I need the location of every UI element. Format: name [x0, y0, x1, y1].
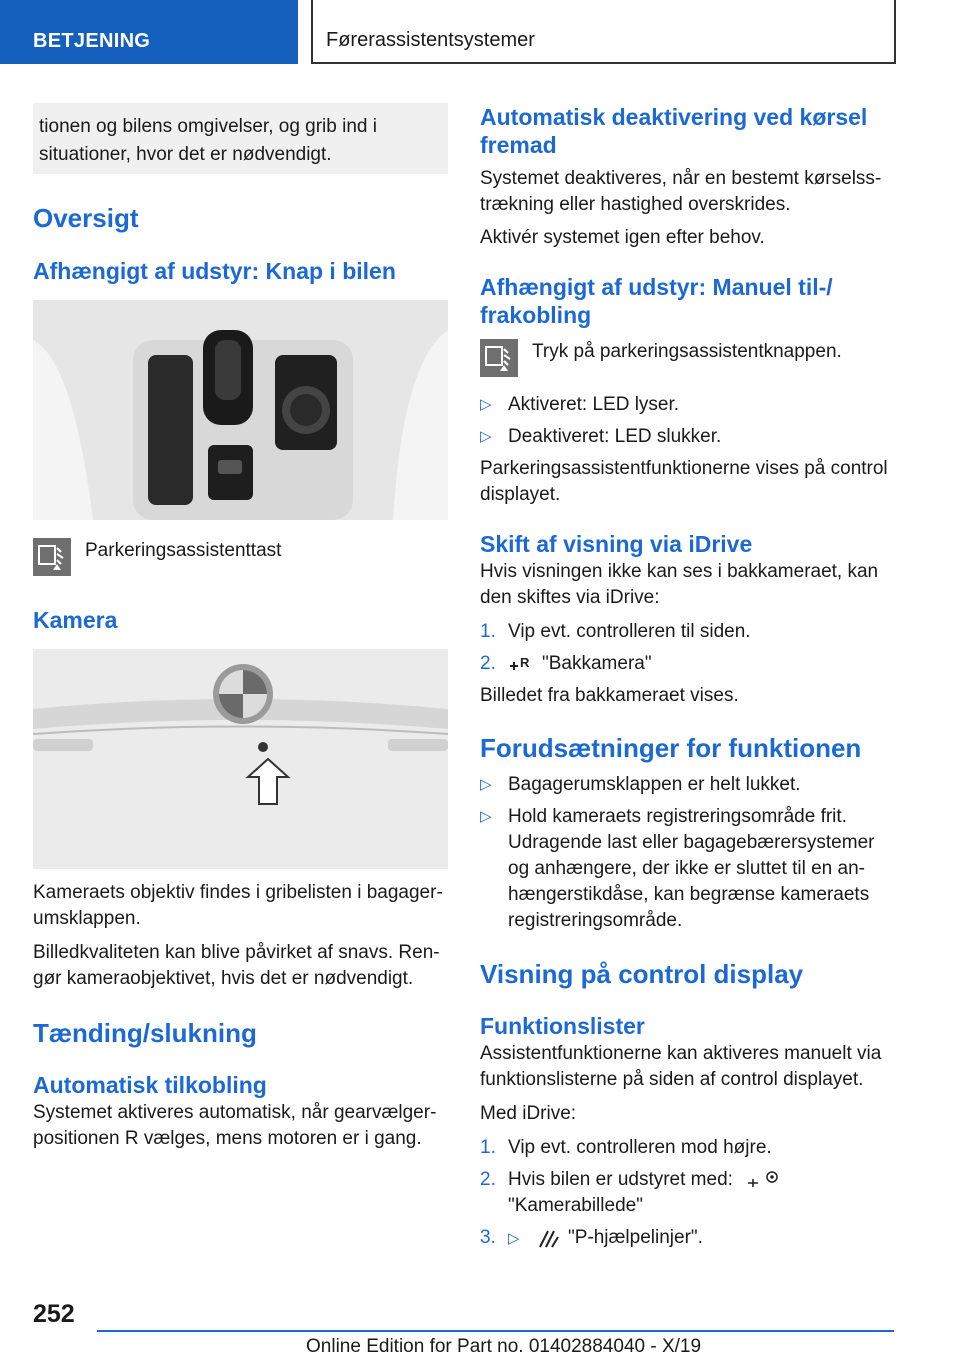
step-text-wrap	[508, 1167, 895, 1219]
led-on-text: Aktiveret: LED lyser.	[508, 394, 680, 415]
parking-lines-icon	[536, 1227, 562, 1249]
chapter-tab: Førerassistentsystemer	[311, 0, 896, 64]
step-text-cont: "Kamerabillede"	[508, 1195, 643, 1216]
rear-camera-icon	[508, 654, 536, 674]
prereq-item-1	[480, 772, 895, 798]
center-console-illustration	[33, 300, 448, 520]
led-off-text: Deaktiveret: LED slukker.	[508, 426, 722, 447]
manual-instruction: Tryk på parkeringsassistentknappen.	[532, 341, 842, 362]
func-step-2	[480, 1167, 895, 1219]
tailgate-illustration	[33, 649, 448, 869]
center-console-photo	[33, 300, 448, 520]
prereq-text: Bagagerumsklappen er helt lukket.	[508, 774, 801, 795]
note-text: tionen og bilens omgivelser, og grib ind i situationer, hvor det er nødvendigt.	[39, 116, 377, 165]
step-text: Hvis bilen er udstyret med:	[508, 1169, 733, 1190]
parking-assistant-button-icon	[480, 339, 518, 377]
func-paragraph: Assistentfunktionerne kan aktiveres manuelt via funktionslisterne på siden af control displayet.	[480, 1043, 882, 1090]
heading-manual: Afhængigt af udstyr: Manuel til-/ frakobling	[480, 274, 833, 328]
step-number: 1.	[480, 1137, 496, 1158]
heading-switch: Skift af visning via iDrive	[480, 531, 753, 557]
triangle-bullet-icon: ▷	[480, 428, 492, 445]
manual-instruction-row	[480, 339, 895, 377]
page-number: 252	[33, 1300, 75, 1328]
led-on-item	[480, 392, 895, 418]
led-off-item	[480, 424, 895, 450]
step-text: Vip evt. controlleren til siden.	[508, 621, 751, 642]
switch-step-2	[480, 651, 895, 677]
step-text-wrap	[508, 1225, 895, 1252]
step-text: Vip evt. controlleren mod højre.	[508, 1137, 772, 1158]
func-step-1	[480, 1135, 895, 1161]
footer-divider	[97, 1330, 894, 1332]
func-with: Med iDrive:	[480, 1103, 577, 1124]
step-number: 1.	[480, 621, 496, 642]
button-caption: Parkeringsassistenttast	[85, 540, 282, 561]
triangle-bullet-icon: ▷	[508, 1230, 520, 1247]
heading-auto-on: Automatisk tilkobling	[33, 1072, 267, 1098]
footer-edition: Online Edition for Part no. 01402884040 - X/19	[306, 1336, 702, 1357]
heading-overview: Oversigt	[33, 203, 139, 233]
camera-photo	[33, 649, 448, 869]
camera-paragraph-2: Billedkvaliteten kan blive påvirket af snavs. Rengør kameraobjektivet, hvis det er nødvendigt.	[33, 942, 440, 989]
heading-camera: Kamera	[33, 607, 118, 633]
prereq-item-2	[480, 804, 895, 934]
step-text: "Bakkamera"	[542, 653, 652, 674]
triangle-bullet-icon: ▷	[480, 776, 492, 793]
camera-settings-icon	[744, 1169, 784, 1191]
switch-paragraph: Hvis visningen ikke kan ses i bakkameraet, kan den skiftes via iDrive:	[480, 561, 879, 608]
step-text: "P-hjælpelinjer".	[568, 1227, 703, 1248]
func-step-3	[480, 1225, 895, 1252]
right-column	[480, 103, 895, 1252]
auto-on-paragraph: Systemet aktiveres automatisk, når gearvælgerpositionen R vælges, mens motoren er i gang.	[33, 1102, 437, 1149]
step-number: 2.	[480, 1169, 496, 1190]
section-tab: BETJENING	[0, 0, 298, 64]
triangle-bullet-icon: ▷	[480, 808, 492, 825]
button-caption-row	[33, 538, 448, 576]
heading-display: Visning på control display	[480, 959, 804, 989]
heading-prereq: Forudsætninger for funktionen	[480, 733, 862, 763]
switch-step-1	[480, 619, 895, 645]
prereq-text: Hold kameraets registreringsområde frit. Udragende last eller bagagebærersystemer og anhængere, der ikke er sluttet til en anhængerstikdåse, kan begrænse kameraets registreringsområde.	[508, 806, 875, 931]
left-column	[33, 103, 448, 1152]
auto-off-paragraph-1: Systemet deaktiveres, når en bestemt kørselsstrækning eller hastighed overskrides.	[480, 168, 882, 215]
step-number: 3.	[480, 1227, 496, 1248]
manual-paragraph: Parkeringsassistentfunktionerne vises på control displayet.	[480, 458, 888, 505]
note-box	[33, 103, 448, 174]
step-number: 2.	[480, 653, 496, 674]
camera-paragraph-1: Kameraets objektiv findes i gribelisten i bagagerumsklappen.	[33, 882, 443, 929]
heading-auto-off: Automatisk deaktivering ved kørsel fremad	[480, 104, 868, 158]
heading-onoff: Tænding/slukning	[33, 1018, 257, 1048]
step-text-wrap	[508, 651, 895, 677]
parking-assistant-icon	[33, 538, 71, 576]
heading-func: Funktionslister	[480, 1013, 645, 1039]
heading-button: Afhængigt af udstyr: Knap i bilen	[33, 258, 396, 284]
switch-result: Billedet fra bakkameraet vises.	[480, 685, 739, 706]
auto-off-paragraph-2: Aktivér systemet igen efter behov.	[480, 227, 765, 248]
svg-text:R: R	[520, 654, 530, 670]
triangle-bullet-icon: ▷	[480, 396, 492, 413]
